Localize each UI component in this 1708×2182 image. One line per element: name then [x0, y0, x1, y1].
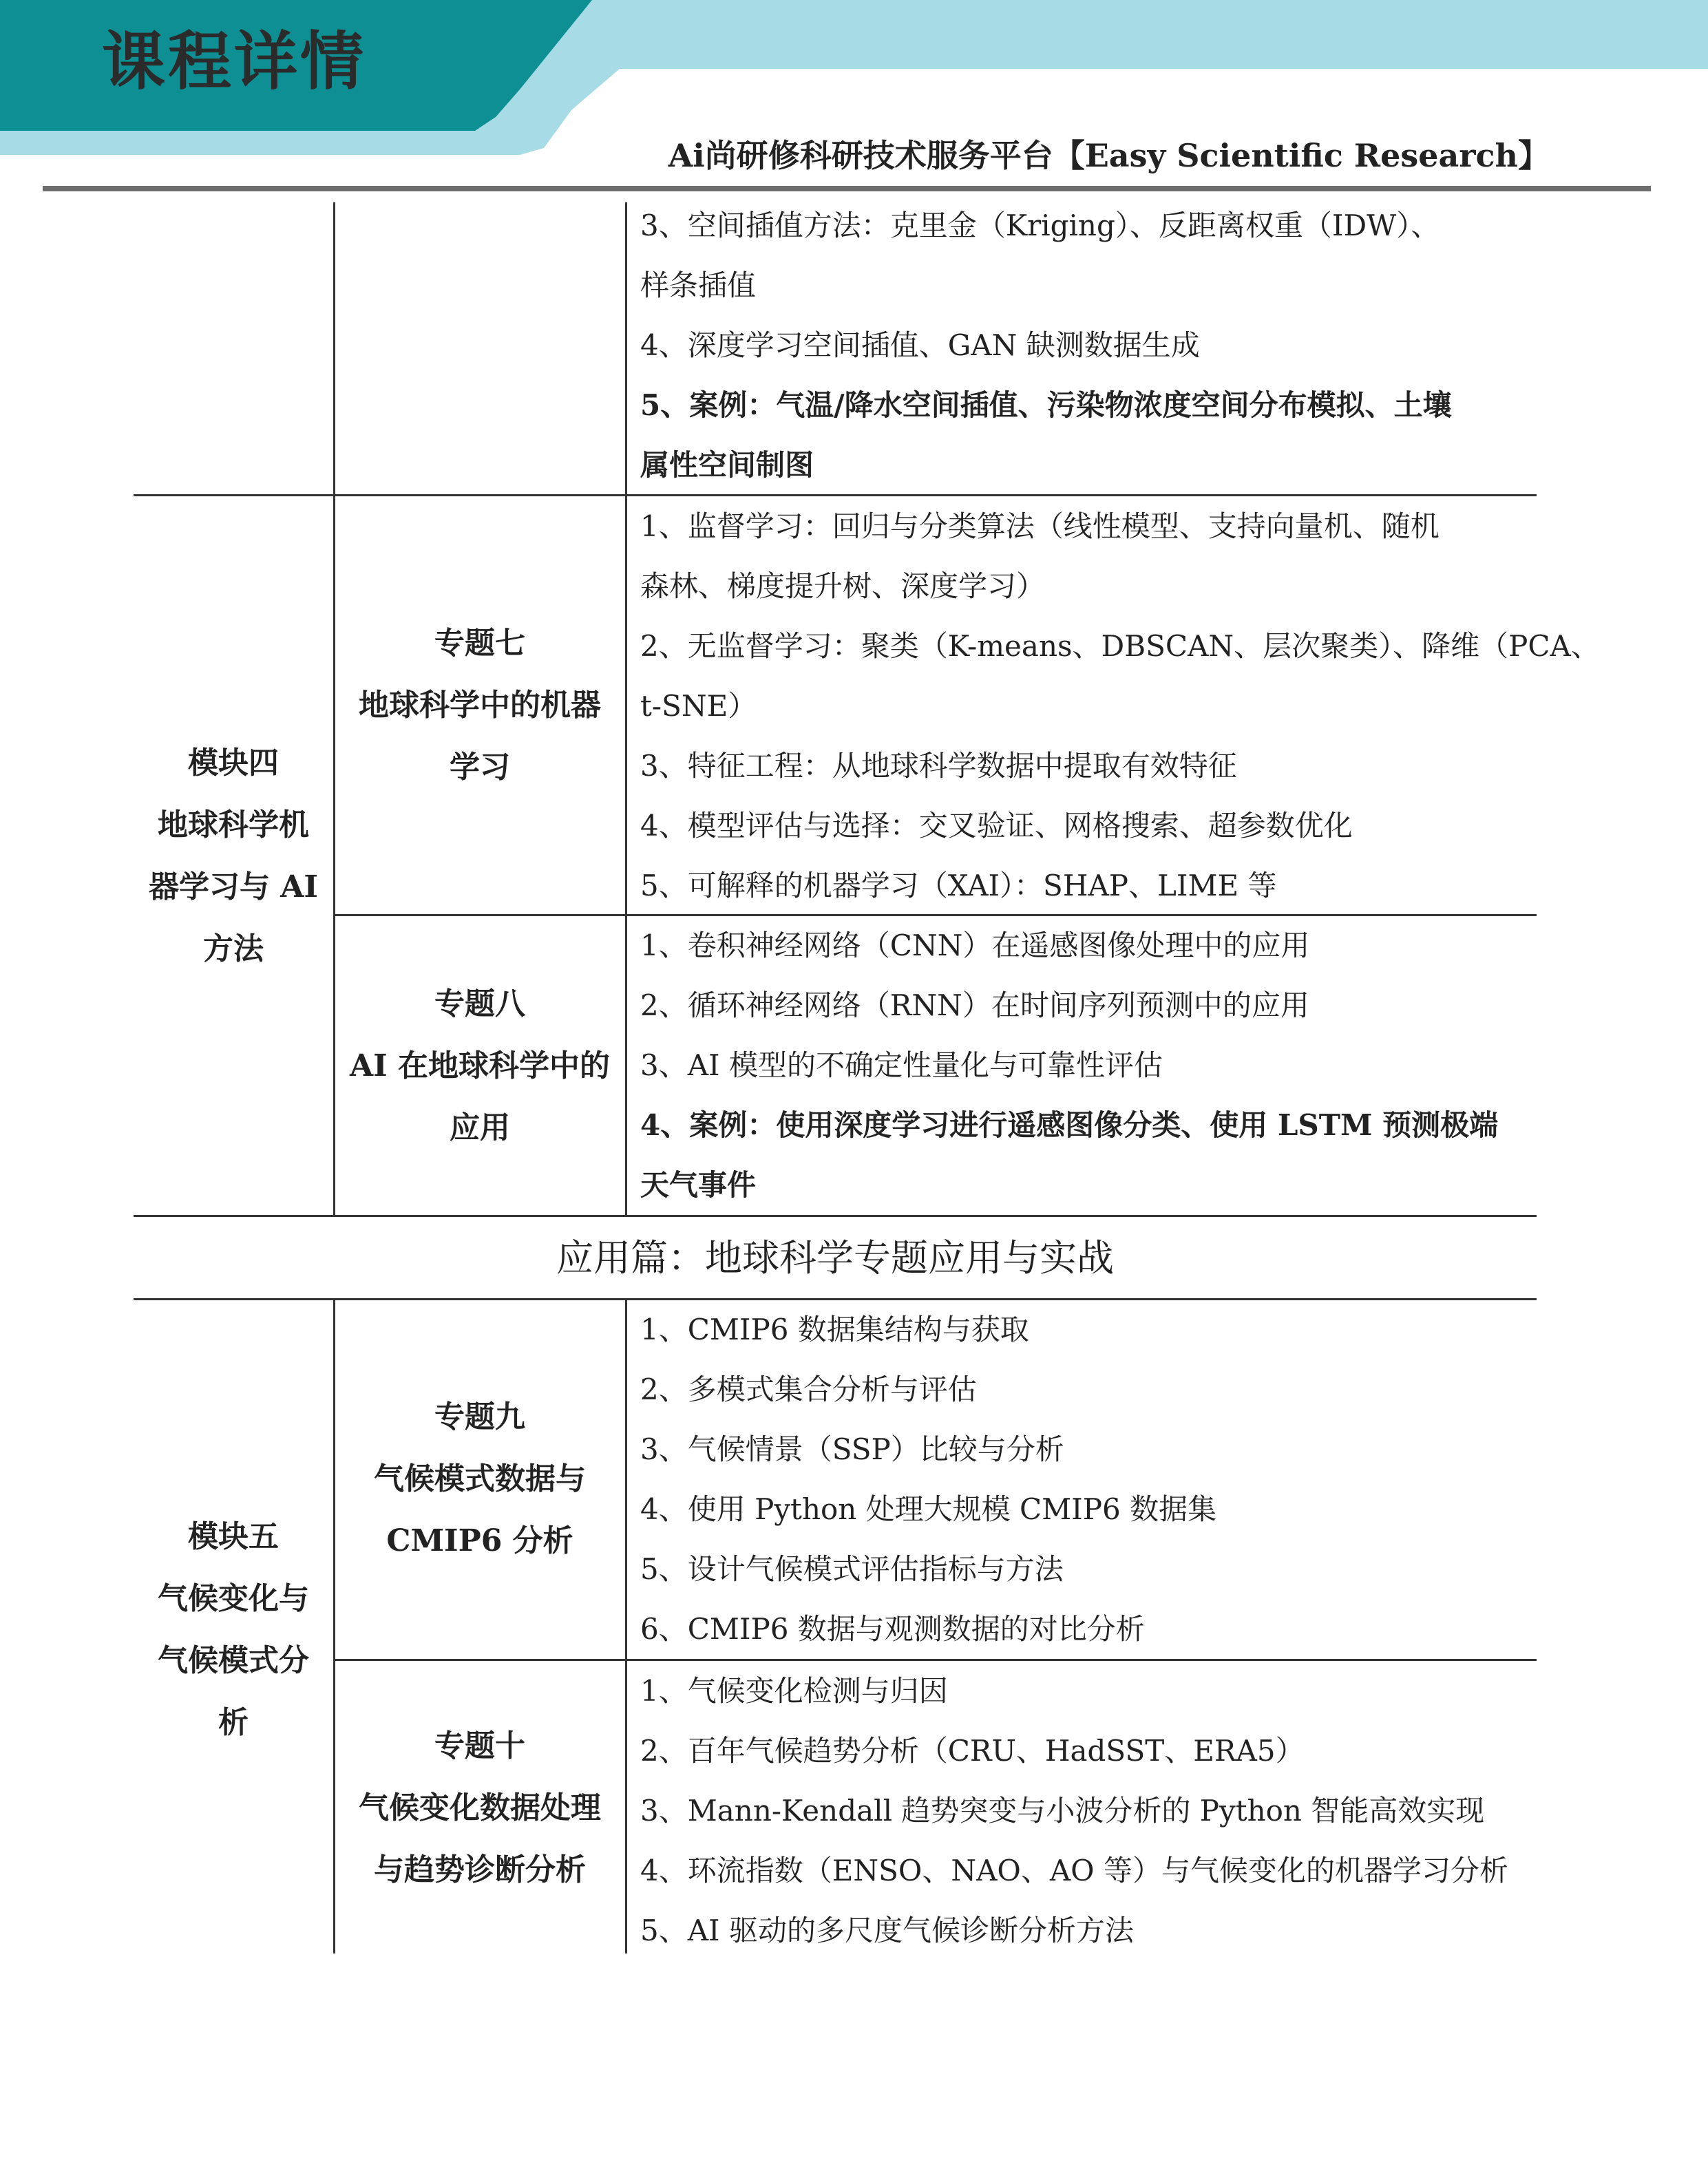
module-label: 地球科学机 — [158, 807, 309, 843]
list-item: 3、空间插值方法：克里金（Kriging）、反距离权重（IDW）、 — [640, 209, 1440, 242]
list-item: 2、循环神经网络（RNN）在时间序列预测中的应用 — [640, 988, 1309, 1022]
list-item: 3、Mann-Kendall 趋势突变与小波分析的 Python 智能高效实现 — [640, 1794, 1485, 1828]
topic-label: 气候模式数据与 — [374, 1461, 586, 1496]
list-item: 6、CMIP6 数据与观测数据的对比分析 — [640, 1612, 1145, 1646]
module-cell — [135, 732, 332, 980]
list-item: 3、AI 模型的不确定性量化与可靠性评估 — [640, 1048, 1163, 1082]
list-item: 3、气候情景（SSP）比较与分析 — [640, 1432, 1064, 1466]
topic-label: 专题九 — [434, 1399, 525, 1434]
platform-name: Ai尚研修科研技术服务平台【Easy Scientific Research】 — [668, 137, 1550, 174]
module-label: 模块五 — [188, 1519, 279, 1554]
topic-cell — [335, 1386, 624, 1572]
list-item: 4、使用 Python 处理大规模 CMIP6 数据集 — [640, 1492, 1217, 1526]
list-item: 4、模型评估与选择：交叉验证、网格搜索、超参数优化 — [640, 809, 1353, 843]
topic-label: AI 在地球科学中的 — [349, 1048, 611, 1083]
page-title: 课程详情 — [102, 25, 367, 98]
list-item: 3、特征工程：从地球科学数据中提取有效特征 — [640, 749, 1237, 783]
header-divider — [43, 186, 1651, 191]
list-item: 1、卷积神经网络（CNN）在遥感图像处理中的应用 — [640, 929, 1310, 962]
list-item: t-SNE） — [640, 689, 757, 723]
topic-label: 与趋势诊断分析 — [374, 1852, 586, 1887]
list-item: 2、百年气候趋势分析（CRU、HadSST、ERA5） — [640, 1734, 1305, 1768]
module-label: 方法 — [203, 931, 264, 966]
table-row-line — [333, 1659, 1537, 1661]
module-label: 气候模式分 — [158, 1643, 309, 1678]
topic-cell — [335, 613, 624, 798]
list-item: 5、案例：气温/降水空间插值、污染物浓度空间分布模拟、土壤 — [640, 388, 1452, 422]
topic-label: 专题七 — [434, 626, 525, 661]
topic-label: CMIP6 分析 — [386, 1523, 573, 1558]
module-label: 器学习与 AI — [148, 869, 319, 904]
list-item: 2、无监督学习：聚类（K-means、DBSCAN、层次聚类）、降维（PCA、 — [640, 629, 1600, 663]
table-row-line — [333, 914, 1537, 916]
list-item: 森林、梯度提升树、深度学习） — [640, 569, 1046, 603]
list-item: 4、深度学习空间插值、GAN 缺测数据生成 — [640, 328, 1200, 362]
topic-label: 气候变化数据处理 — [359, 1790, 601, 1825]
list-item: 5、可解释的机器学习（XAI）：SHAP、LIME 等 — [640, 869, 1277, 902]
list-item: 4、环流指数（ENSO、NAO、AO 等）与气候变化的机器学习分析 — [640, 1854, 1508, 1887]
module-cell — [135, 1506, 332, 1754]
topic-label: 专题八 — [434, 986, 525, 1021]
topic-cell — [335, 1715, 624, 1901]
topic-label: 应用 — [450, 1110, 510, 1145]
section-heading: 应用篇：地球科学专题应用与实战 — [556, 1236, 1114, 1280]
list-item: 2、多模式集合分析与评估 — [640, 1373, 977, 1406]
list-item: 5、设计气候模式评估指标与方法 — [640, 1552, 1064, 1586]
list-item: 1、气候变化检测与归因 — [640, 1674, 948, 1708]
list-item: 样条插值 — [640, 268, 757, 302]
topic-label: 地球科学中的机器 — [359, 688, 601, 723]
list-item: 天气事件 — [640, 1168, 757, 1202]
table-col-line-2 — [625, 1300, 627, 1953]
module-label: 模块四 — [188, 745, 279, 781]
list-item: 4、案例：使用深度学习进行遥感图像分类、使用 LSTM 预测极端 — [640, 1108, 1499, 1142]
module-label: 析 — [218, 1705, 249, 1740]
list-item: 属性空间制图 — [640, 448, 814, 482]
table-row-line — [134, 1298, 1537, 1300]
module-label: 气候变化与 — [158, 1581, 309, 1616]
table-row-line — [134, 494, 1537, 496]
topic-label: 专题十 — [434, 1728, 525, 1763]
list-item: 1、CMIP6 数据集结构与获取 — [640, 1313, 1029, 1346]
topic-label: 学习 — [450, 750, 510, 785]
list-item: 1、监督学习：回归与分类算法（线性模型、支持向量机、随机 — [640, 509, 1440, 543]
table-col-line-2 — [625, 202, 627, 1216]
list-item: 5、AI 驱动的多尺度气候诊断分析方法 — [640, 1914, 1134, 1947]
topic-cell — [335, 973, 624, 1159]
